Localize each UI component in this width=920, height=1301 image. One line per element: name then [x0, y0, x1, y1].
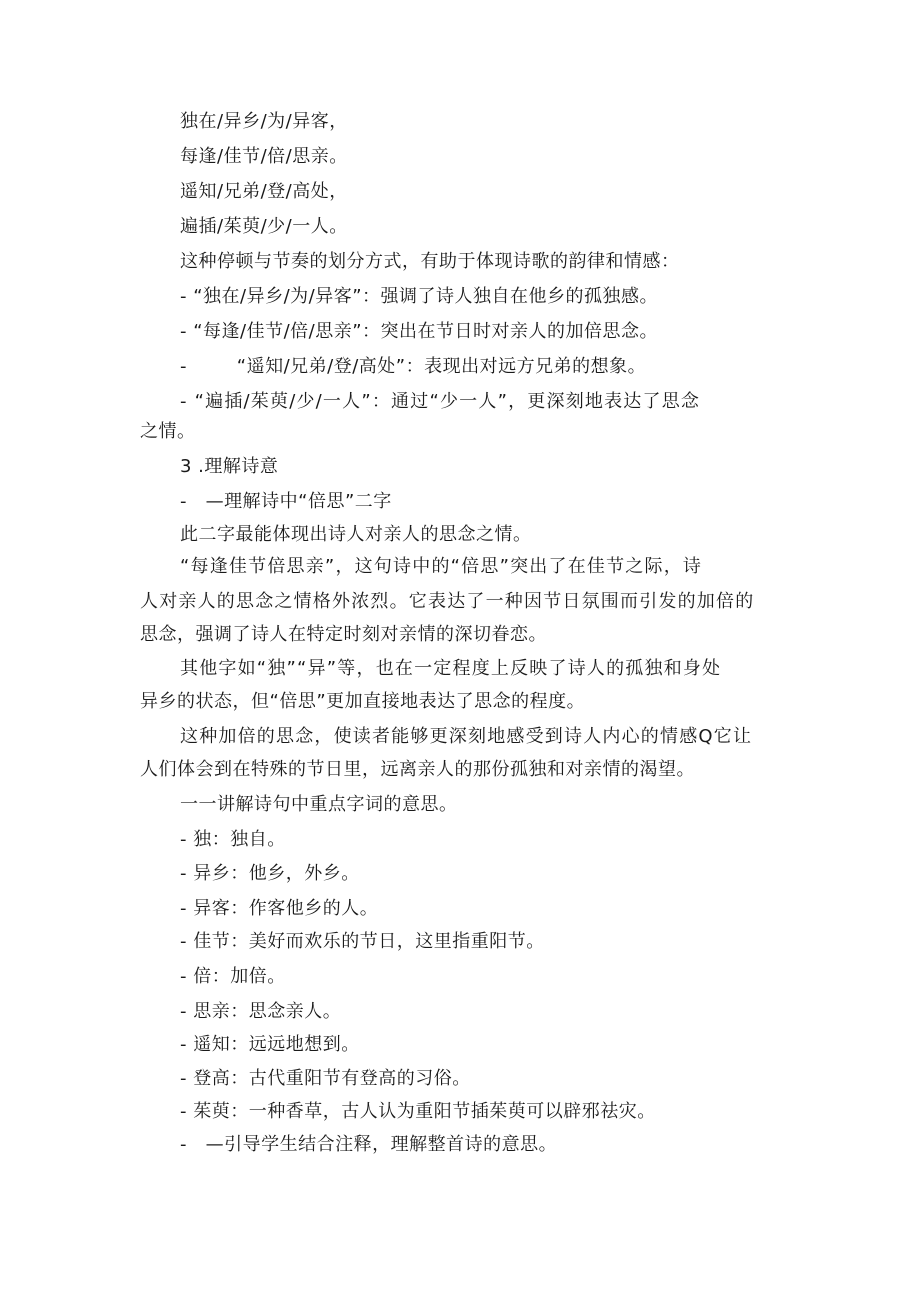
vocab-item: - 异客：作客他乡的人。 [180, 898, 379, 919]
rhythm-point: - “遍插/茱萸/少/一人”：通过“少一人”，更深刻地表达了思念 [180, 391, 701, 412]
sub-heading: - —理解诗中“倍思”二字 [180, 491, 392, 512]
paragraph-line: 异乡的状态，但“倍思”更加直接地表达了思念的程度。 [140, 691, 586, 712]
rhythm-point-continuation: 之情。 [140, 421, 196, 442]
paragraph-line: 人们体会到在特殊的节日里，远离亲人的那份孤独和对亲情的渴望。 [140, 759, 695, 780]
vocab-item: - 倍：加倍。 [180, 966, 286, 987]
rhythm-point: - “每逢/佳节/倍/思亲”：突出在节日时对亲人的加倍思念。 [180, 321, 659, 342]
guide-line: - —引导学生结合注释，理解整首诗的意思。 [180, 1134, 558, 1155]
paragraph-line: 其他字如“独”“异”等，也在一定程度上反映了诗人的孤独和身处 [180, 658, 722, 679]
rhythm-point: - “独在/异乡/为/异客”：强调了诗人独自在他乡的孤独感。 [180, 286, 659, 307]
vocab-item: - 登高：古代重阳节有登高的习俗。 [180, 1068, 471, 1089]
paragraph-line: 思念，强调了诗人在特定时刻对亲情的深切眷恋。 [140, 624, 547, 645]
rhythm-intro: 这种停顿与节奏的划分方式，有助于体现诗歌的韵律和情感： [180, 251, 680, 272]
poem-line: 遥知/兄弟/登/高处， [180, 181, 348, 202]
vocab-item: - 异乡：他乡，外乡。 [180, 863, 360, 884]
vocab-item: - 独：独自。 [180, 829, 286, 850]
vocab-item: - 思亲：思念亲人。 [180, 1001, 342, 1022]
paragraph-line: 人对亲人的思念之情格外浓烈。它表达了一种因节日氛围而引发的加倍的 [140, 591, 755, 612]
vocab-item: - 茱萸：一种香草，古人认为重阳节插茱萸可以辟邪祛灾。 [180, 1101, 656, 1122]
rhythm-point: - “遥知/兄弟/登/高处”：表现出对远方兄弟的想象。 [180, 356, 647, 377]
vocab-item: - 佳节：美好而欢乐的节日，这里指重阳节。 [180, 931, 545, 952]
section-title: 3 .理解诗意 [180, 456, 279, 477]
vocab-heading: 一一讲解诗句中重点字词的意思。 [180, 794, 458, 815]
paragraph-line: 此二字最能体现出诗人对亲人的思念之情。 [180, 524, 532, 545]
vocab-item: - 遥知：远远地想到。 [180, 1034, 360, 1055]
paragraph-line: 这种加倍的思念，使读者能够更深刻地感受到诗人内心的情感Q它让 [180, 726, 753, 747]
poem-line: 每逢/佳节/倍/思亲。 [180, 146, 348, 167]
poem-line: 独在/异乡/为/异客， [180, 111, 348, 132]
poem-line: 遍插/茱萸/少/一人。 [180, 216, 348, 237]
paragraph-line: “每逢佳节倍思亲”，这句诗中的“倍思”突出了在佳节之际，诗 [180, 556, 703, 577]
